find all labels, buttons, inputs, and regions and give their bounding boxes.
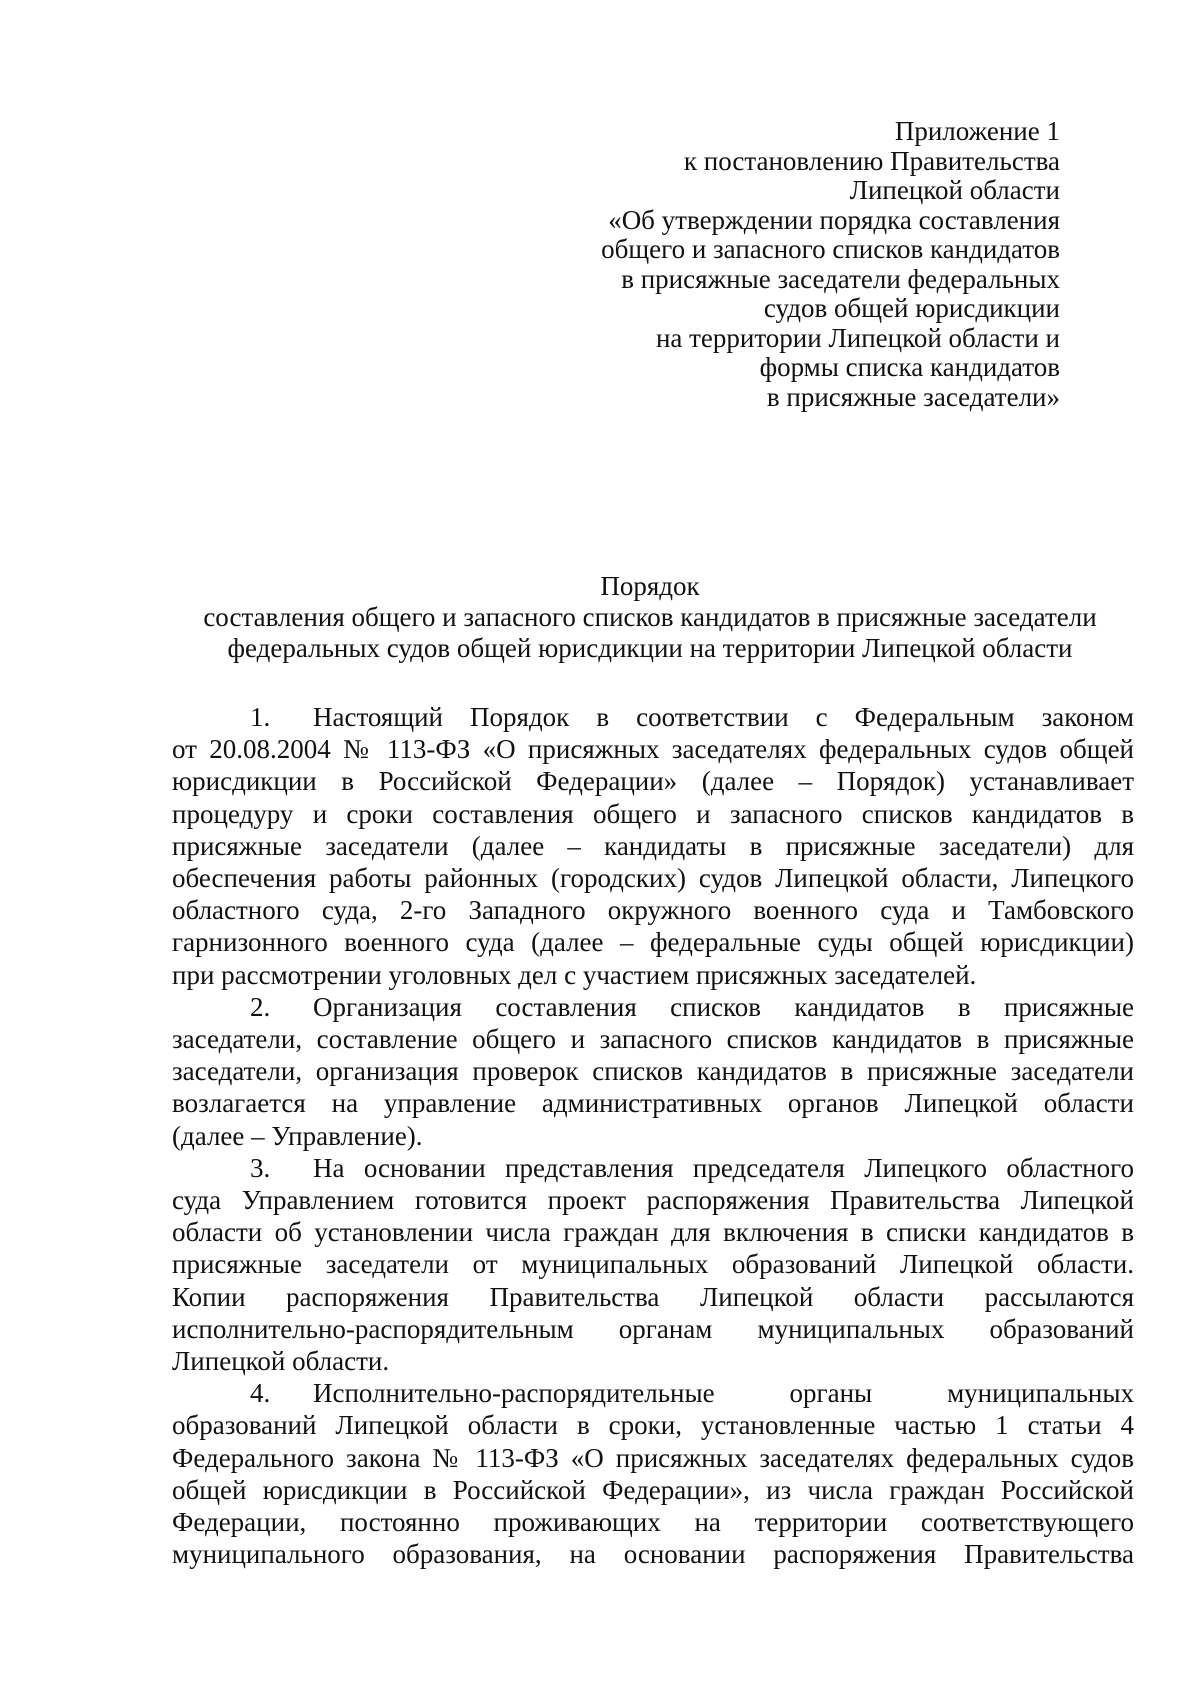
heading-subtitle-line: федеральных судов общей юрисдикции на территории Липецкой области (227, 633, 1073, 663)
paragraph-line-text: Организация составления списков кандидатов в присяжные (313, 991, 1134, 1022)
heading-subtitle-line: составления общего и запасного списков кандидатов в присяжные заседатели (203, 602, 1097, 632)
paragraph-line: муниципального образования, на основании распоряжения Правительства (172, 1539, 1134, 1570)
paragraph-number: 4. (250, 1378, 271, 1409)
appendix-block (460, 117, 1060, 412)
paragraph-line: Федерального закона № 113-ФЗ «О присяжных заседателях федеральных судов (172, 1442, 1134, 1473)
paragraph-line (172, 1152, 1134, 1184)
appendix-line: в присяжные заседатели федеральных (621, 263, 1060, 294)
heading-title: Порядок (600, 571, 700, 601)
appendix-line: «Об утверждении порядка составления (608, 204, 1060, 235)
paragraph-line-text: Настоящий Порядок в соответствии с Федеральным законом (313, 702, 1134, 732)
paragraph-line: присяжные заседатели от муниципальных образований Липецкой области. (172, 1249, 1134, 1280)
paragraph-line: исполнительно-распорядительным органам муниципальных образований (172, 1313, 1134, 1344)
appendix-line: судов общей юрисдикции (763, 293, 1060, 323)
paragraph-number: 1. (250, 702, 271, 732)
appendix-line: к постановлению Правительства (683, 145, 1060, 176)
paragraph-line: от 20.08.2004 № 113-ФЗ «О присяжных заседателях федеральных судов общей (172, 734, 1134, 765)
paragraph-line: обеспечения работы районных (городских) судов Липецкой области, Липецкого (172, 863, 1134, 894)
paragraph-line: юрисдикции в Российской Федерации» (далее – Порядок) устанавливает (172, 766, 1134, 797)
appendix-line: Приложение 1 (894, 116, 1060, 146)
paragraph-4 (172, 1377, 1134, 1570)
appendix-line: Липецкой области (849, 175, 1060, 205)
paragraph-line: возлагается на управление административных органов Липецкой области (172, 1088, 1134, 1119)
paragraph-line: областного суда, 2-го Западного окружного военного суда и Тамбовского (172, 895, 1134, 926)
paragraph-1 (172, 701, 1134, 991)
paragraph-3 (172, 1152, 1134, 1377)
paragraph-line (172, 1377, 1134, 1409)
paragraph-line: гарнизонного военного суда (далее – федеральные суды общей юрисдикции) (172, 927, 1134, 958)
paragraph-line-text: На основании представления председателя Липецкого областного (313, 1152, 1134, 1183)
paragraph-line: Копии распоряжения Правительства Липецкой области рассылаются (172, 1281, 1134, 1312)
paragraph-line: общей юрисдикции в Российской Федерации», из числа граждан Российской (172, 1474, 1134, 1505)
appendix-line: на территории Липецкой области и (655, 322, 1060, 353)
appendix-line: формы списка кандидатов (759, 352, 1060, 382)
paragraph-line: Федерации, постоянно проживающих на территории соответствующего (172, 1507, 1134, 1538)
document-heading (170, 571, 1130, 664)
paragraph-line (172, 991, 1134, 1023)
paragraph-line: суда Управлением готовится проект распоряжения Правительства Липецкой (172, 1185, 1134, 1216)
paragraph-number: 3. (250, 1152, 271, 1183)
paragraph-number: 2. (250, 991, 271, 1022)
paragraph-line: при рассмотрении уголовных дел с участием присяжных заседателей. (172, 959, 977, 990)
paragraph-line: (далее – Управление). (172, 1120, 423, 1151)
appendix-line: общего и запасного списков кандидатов (601, 234, 1060, 264)
paragraph-line (172, 701, 1134, 733)
paragraph-line: области об установлении числа граждан для включения в списки кандидатов в (172, 1217, 1134, 1248)
paragraph-line: образований Липецкой области в сроки, установленные частью 1 статьи 4 (172, 1410, 1134, 1441)
paragraph-line: процедуру и сроки составления общего и запасного списков кандидатов в (172, 798, 1134, 829)
document-body (172, 701, 1134, 1570)
paragraph-2 (172, 991, 1134, 1152)
appendix-line: в присяжные заседатели» (766, 381, 1060, 412)
paragraph-line: заседатели, организация проверок списков кандидатов в присяжные заседатели (172, 1056, 1134, 1087)
paragraph-line: присяжные заседатели (далее – кандидаты в присяжные заседатели) для (172, 830, 1134, 861)
paragraph-line: Липецкой области. (172, 1346, 390, 1377)
paragraph-line: заседатели, составление общего и запасного списков кандидатов в присяжные (172, 1024, 1134, 1055)
paragraph-line-text: Исполнительно-распорядительные органы муниципальных (313, 1378, 1134, 1409)
